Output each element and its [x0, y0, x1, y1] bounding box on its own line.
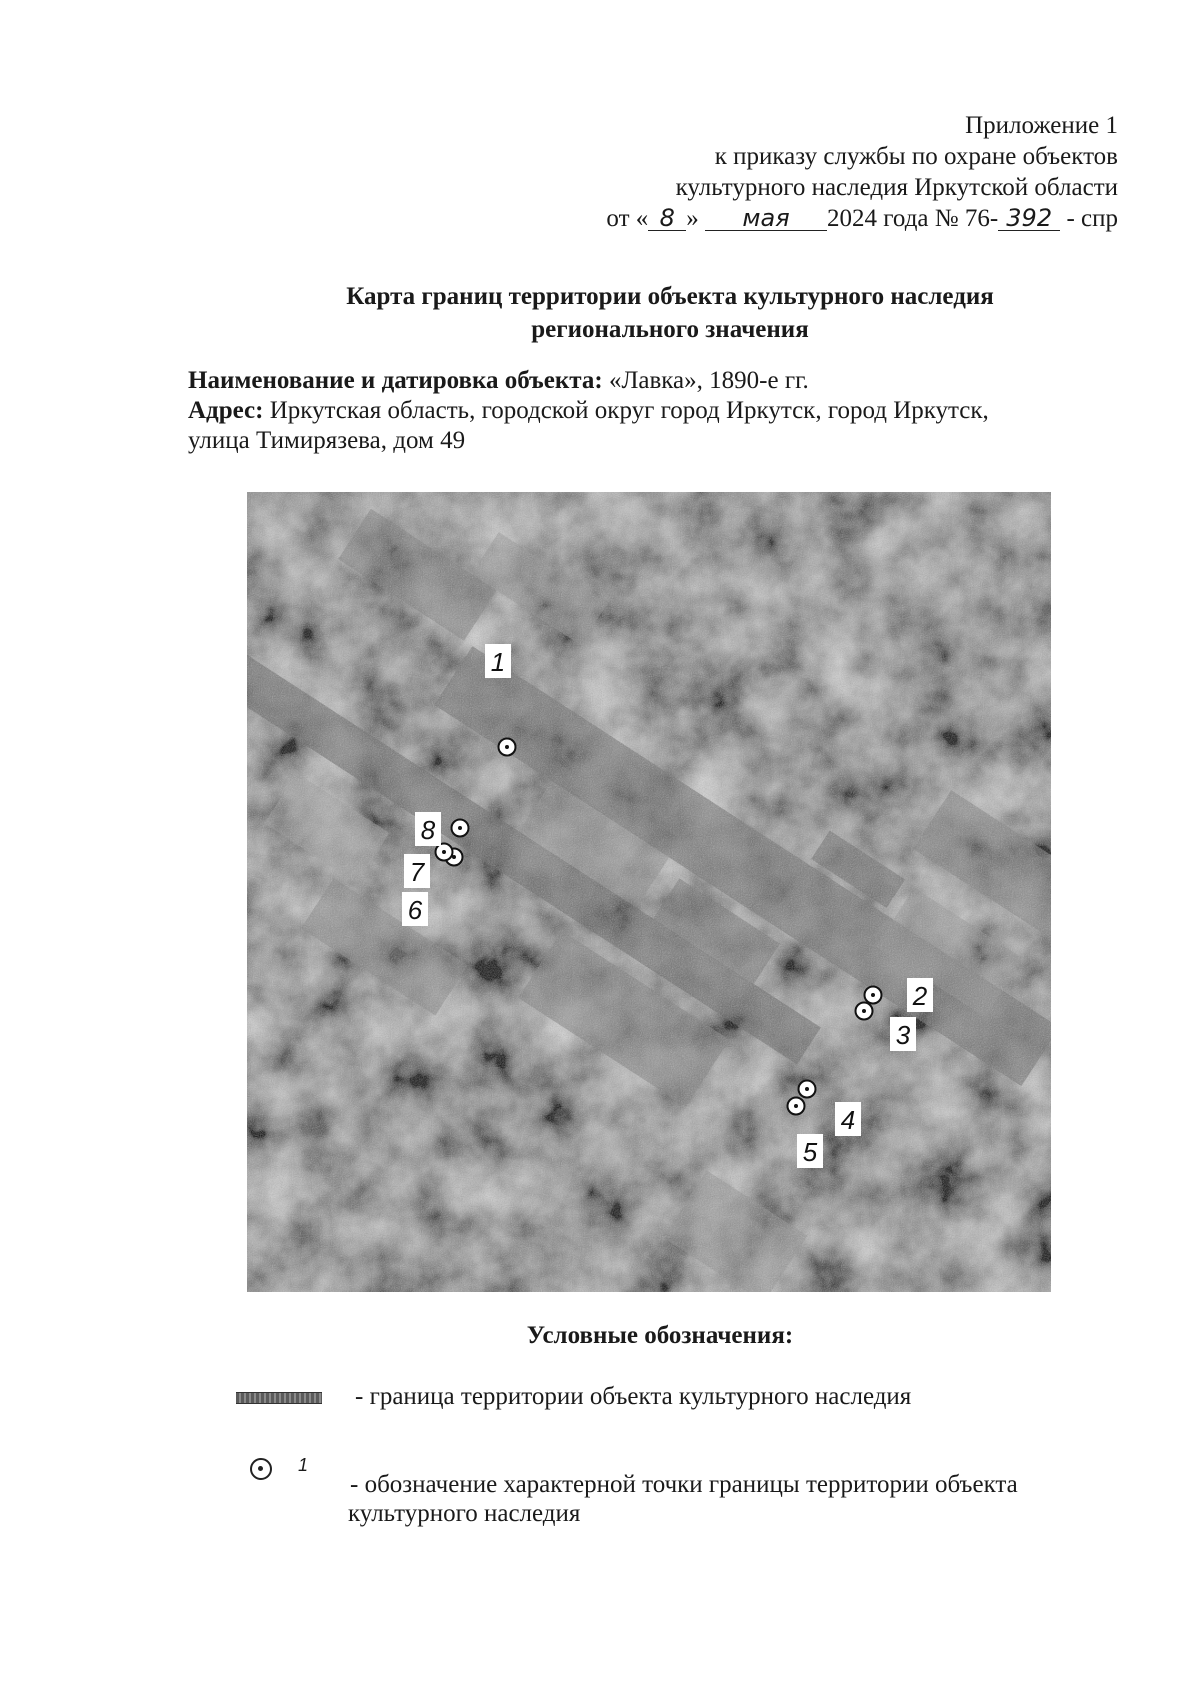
boundary-point-dot-4	[805, 1087, 809, 1091]
boundary-point-dot-8	[458, 826, 462, 830]
object-address-value-2: улица Тимирязева, дом 49	[188, 427, 466, 454]
aerial-map-image	[247, 492, 1051, 1292]
boundary-point-dot-1	[505, 745, 509, 749]
date-day-suffix: »	[686, 205, 699, 232]
boundary-point-dot-3	[862, 1009, 866, 1013]
order-suffix: - спр	[1066, 205, 1118, 232]
date-month: мая	[705, 206, 827, 231]
appendix-line-3: культурного наследия Иркутской области	[675, 174, 1118, 201]
boundary-line-swatch	[236, 1392, 322, 1404]
boundary-point-label-2: 2	[912, 981, 928, 1011]
boundary-point-label-1: 1	[490, 647, 506, 677]
object-address-value-1: Иркутская область, городской округ город Иркутск, город Иркутск,	[269, 397, 989, 424]
legend-title: Условные обозначения:	[526, 1322, 794, 1349]
boundary-point-dot-7	[442, 850, 446, 854]
object-name-label: Наименование и датировка объекта:	[188, 367, 603, 394]
date-prefix: от «	[606, 205, 649, 232]
date-day: 8	[648, 206, 686, 231]
boundary-point-label-8: 8	[420, 815, 436, 845]
legend-point-number: 1	[298, 1455, 309, 1475]
boundary-point-label-3: 3	[895, 1020, 911, 1050]
object-name-value: «Лавка», 1890-е гг.	[608, 367, 809, 394]
document-title	[0, 280, 1200, 346]
boundary-point-dot-2	[871, 993, 875, 997]
appendix-header	[606, 110, 1118, 234]
boundary-point-dot-5	[794, 1104, 798, 1108]
date-year: 2024 года № 76-	[827, 205, 999, 232]
boundary-point-icon	[250, 1458, 272, 1480]
document-title-line-2: регионального значения	[531, 316, 809, 343]
object-address-row	[188, 396, 1118, 426]
object-name-row	[188, 366, 1118, 396]
appendix-title: Приложение 1	[965, 112, 1118, 139]
document-title-line-1: Карта границ территории объекта культурного наследия	[346, 283, 994, 310]
appendix-date-line	[606, 203, 1118, 234]
appendix-line-2: к приказу службы по охране объектов	[714, 143, 1118, 170]
boundary-point-label-7: 7	[409, 857, 425, 887]
boundary-point-label-6: 6	[407, 895, 423, 925]
legend-boundary-text: - граница территории объекта культурного наследия	[355, 1383, 912, 1410]
aerial-map	[247, 492, 1051, 1292]
order-number: 392	[998, 206, 1060, 231]
object-address-label: Адрес:	[188, 397, 264, 424]
legend-point-text-line-1: - обозначение характерной точки границы территории объекта	[350, 1471, 1018, 1498]
boundary-point-label-5: 5	[802, 1137, 818, 1167]
legend-point-text-line-2: культурного наследия	[348, 1500, 581, 1527]
object-info	[188, 366, 1118, 456]
legend-point-text	[348, 1470, 1128, 1528]
boundary-point-label-4: 4	[840, 1105, 856, 1135]
